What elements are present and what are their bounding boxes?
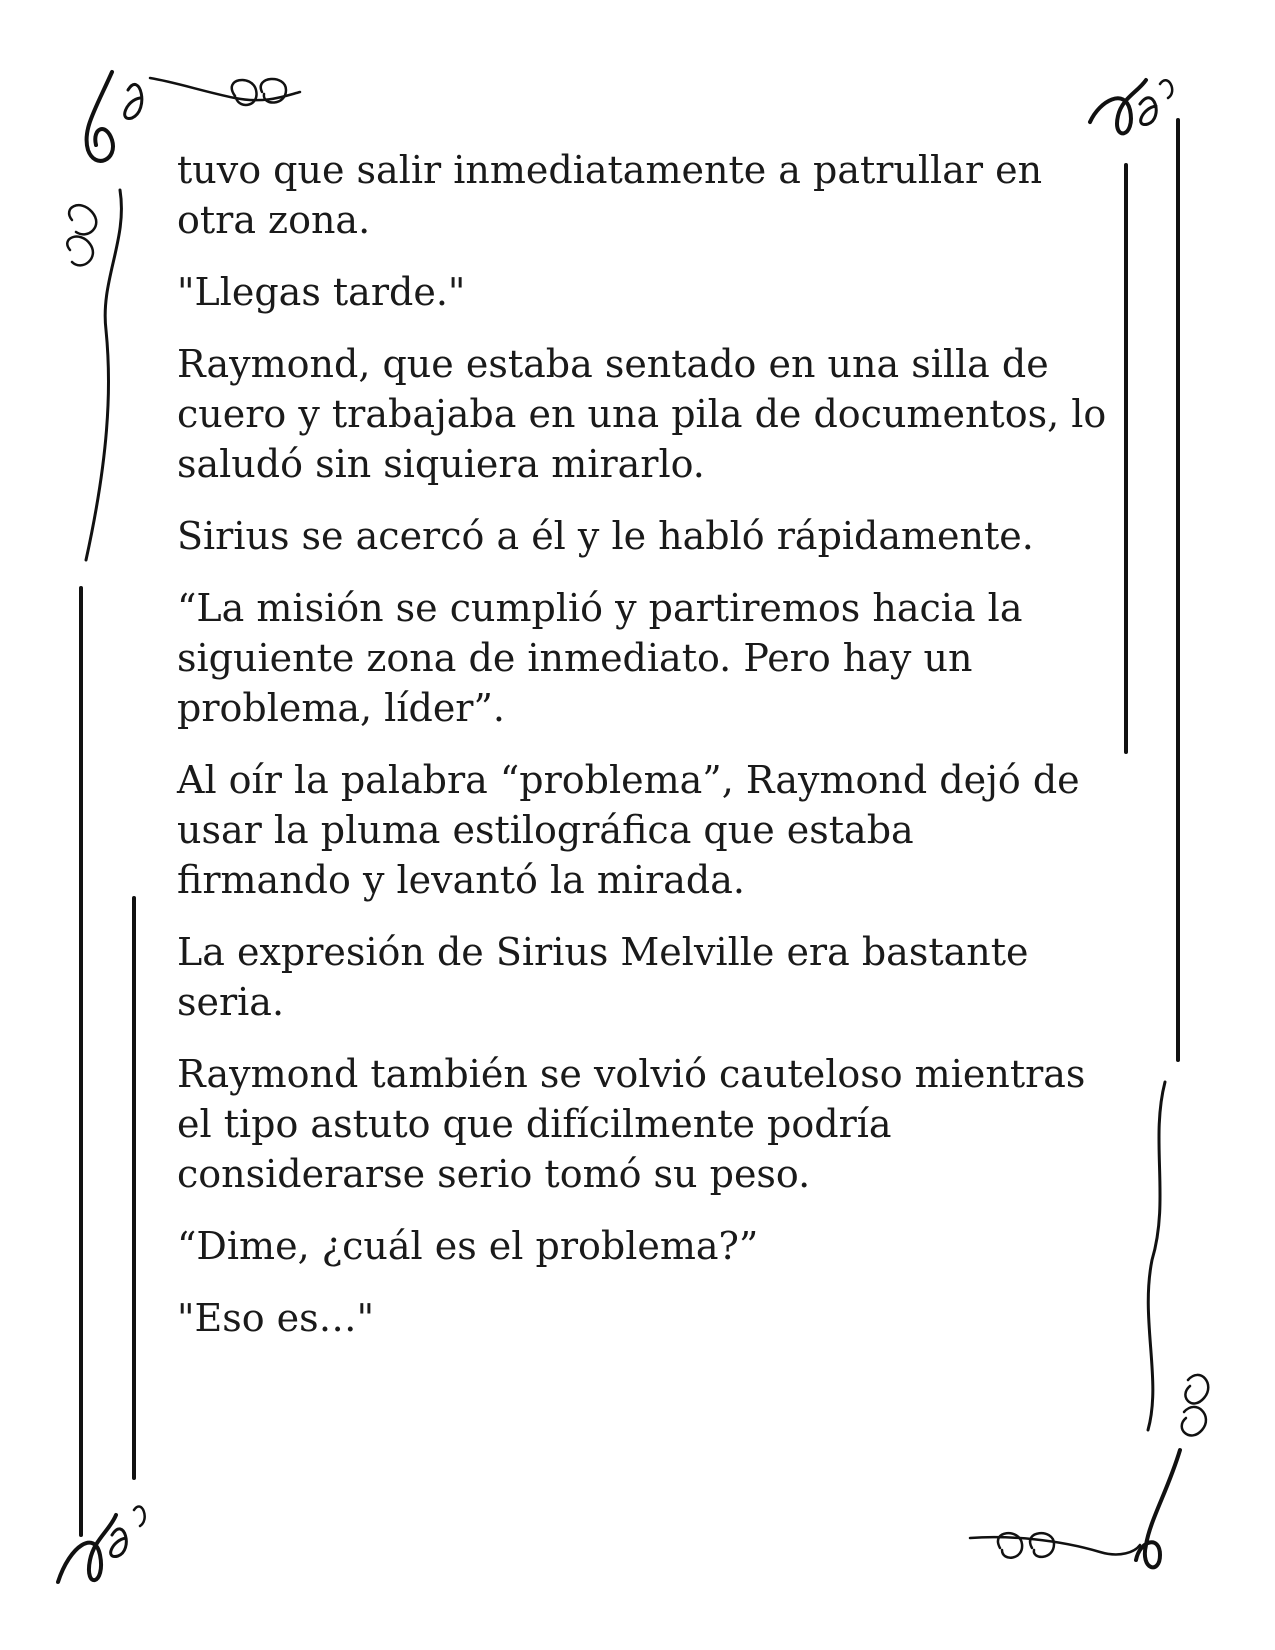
paragraph-1: tuvo que salir inmediatamente a patrullar en otra zona.: [177, 148, 1043, 242]
paragraph-5: “La misión se cumplió y partiremos hacia la siguiente zona de inmediato. Pero hay un problema, líder”.: [177, 586, 1023, 730]
paragraph-10: "Eso es…": [177, 1296, 375, 1340]
paragraph-6: Al oír la palabra “problema”, Raymond dejó de usar la pluma estilográfica que estaba firmando y levantó la mirada.: [177, 758, 1080, 902]
flourish-top-right: [1090, 80, 1172, 133]
paragraph-9: “Dime, ¿cuál es el problema?”: [177, 1224, 759, 1268]
paragraph-4: Sirius se acercó a él y le habló rápidamente.: [177, 514, 1034, 558]
paragraph-3: Raymond, que estaba sentado en una silla de cuero y trabajaba en una pila de documentos, lo saludó sin siquiera mirarlo.: [177, 342, 1107, 486]
flourish-bottom-left: [58, 1506, 145, 1582]
page-body-text: [177, 145, 1107, 1365]
paragraph-7: La expresión de Sirius Melville era bastante seria.: [177, 930, 1029, 1024]
paragraph-2: "Llegas tarde.": [177, 270, 466, 314]
paragraph-8: Raymond también se volvió cauteloso mientras el tipo astuto que difícilmente podría considerarse serio tomó su peso.: [177, 1052, 1086, 1196]
